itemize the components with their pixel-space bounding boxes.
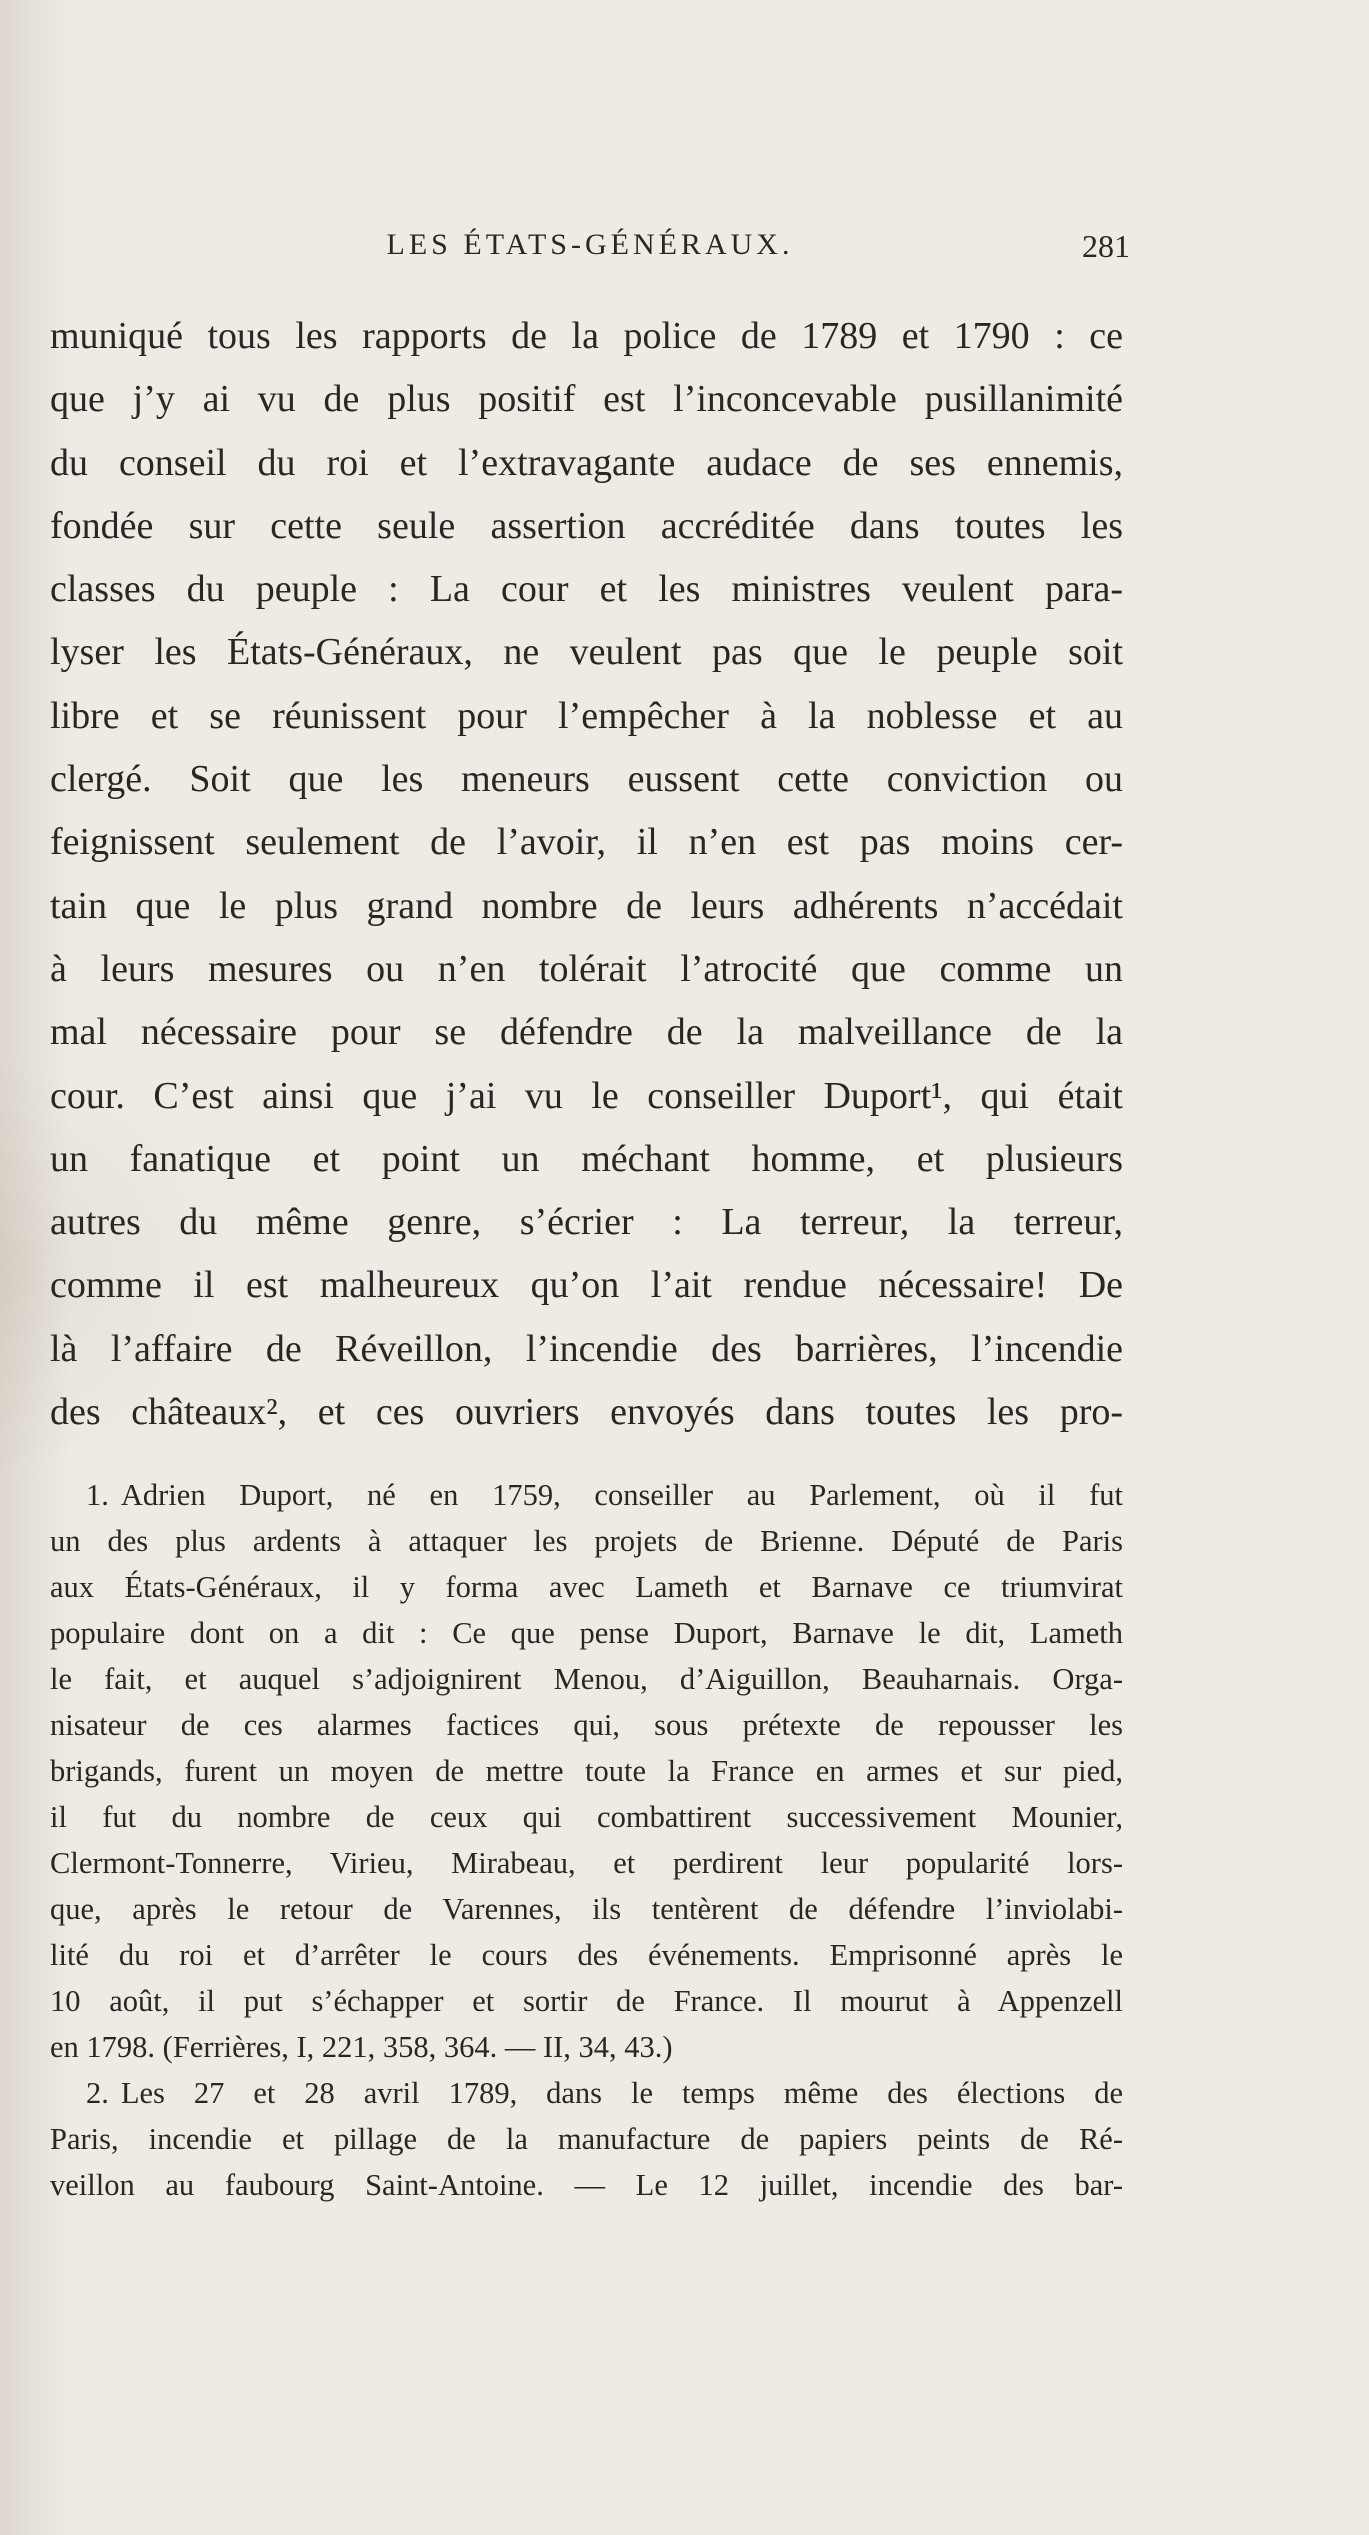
footnote-line	[50, 2070, 1123, 2116]
body-line: feignissent seulement de l’avoir, il n’en est pas moins cer-	[50, 821, 1123, 864]
chapter-title: LES ÉTATS-GÉNÉRAUX.	[386, 228, 794, 261]
footnote-text: Les 27 et 28 avril 1789, dans le temps même des élections de	[120, 2076, 1123, 2110]
body-line: cour. C’est ainsi que j’ai vu le conseiller Duport¹, qui était	[50, 1074, 1123, 1117]
body-line: mal nécessaire pour se défendre de la malveillance de la	[50, 1011, 1123, 1054]
footnote-1	[50, 1472, 1123, 2070]
body-line: un fanatique et point un méchant homme, et plusieurs	[50, 1137, 1123, 1180]
footnote-number: 1.	[86, 1478, 109, 1512]
footnote-line: Paris, incendie et pillage de la manufacture de papiers peints de Ré-	[50, 2122, 1123, 2156]
body-line: tain que le plus grand nombre de leurs adhérents n’accédait	[50, 884, 1123, 927]
footnote-line: nisateur de ces alarmes factices qui, sous prétexte de repousser les	[50, 1708, 1123, 1742]
body-line: comme il est malheureux qu’on l’ait rendue nécessaire! De	[50, 1264, 1123, 1307]
footnote-line: en 1798. (Ferrières, I, 221, 358, 364. — II, 34, 43.)	[50, 2030, 673, 2064]
footnote-line: populaire dont on a dit : Ce que pense Duport, Barnave le dit, Lameth	[50, 1616, 1123, 1650]
footnotes	[50, 1472, 1123, 2208]
footnote-line: veillon au faubourg Saint-Antoine. — Le 12 juillet, incendie des bar-	[50, 2168, 1123, 2202]
body-line: libre et se réunissent pour l’empêcher à la noblesse et au	[50, 694, 1123, 737]
footnote-2	[50, 2070, 1123, 2208]
body-line: que j’y ai vu de plus positif est l’inconcevable pusillanimité	[50, 378, 1123, 421]
body-line: fondée sur cette seule assertion accréditée dans toutes les	[50, 504, 1123, 547]
footnote-line: il fut du nombre de ceux qui combattirent successivement Mounier,	[50, 1800, 1123, 1834]
page-number: 281	[1082, 228, 1130, 264]
body-line: là l’affaire de Réveillon, l’incendie des barrières, l’incendie	[50, 1327, 1123, 1370]
footnote-line	[50, 1472, 1123, 1518]
body-line: à leurs mesures ou n’en tolérait l’atrocité que comme un	[50, 947, 1123, 990]
footnote-line: le fait, et auquel s’adjoignirent Menou, d’Aiguillon, Beauharnais. Orga-	[50, 1662, 1123, 1696]
body-line: du conseil du roi et l’extravagante audace de ses ennemis,	[50, 441, 1123, 484]
footnote-line: lité du roi et d’arrêter le cours des événements. Emprisonné après le	[50, 1938, 1123, 1972]
body-line: autres du même genre, s’écrier : La terreur, la terreur,	[50, 1201, 1123, 1244]
footnote-line: 10 août, il put s’échapper et sortir de France. Il mourut à Appenzell	[50, 1984, 1123, 2018]
running-head	[50, 228, 1130, 276]
body-line: clergé. Soit que les meneurs eussent cette conviction ou	[50, 758, 1123, 801]
body-line: classes du peuple : La cour et les ministres veulent para-	[50, 568, 1123, 611]
footnote-line: Clermont-Tonnerre, Virieu, Mirabeau, et perdirent leur popularité lors-	[50, 1846, 1123, 1880]
footnote-line: aux États-Généraux, il y forma avec Lameth et Barnave ce triumvirat	[50, 1570, 1123, 1604]
body-line: muniqué tous les rapports de la police de 1789 et 1790 : ce	[50, 315, 1123, 357]
footnote-line: brigands, furent un moyen de mettre toute la France en armes et sur pied,	[50, 1754, 1123, 1788]
body-line: lyser les États-Généraux, ne veulent pas que le peuple soit	[50, 631, 1123, 674]
footnote-number: 2.	[86, 2076, 109, 2110]
footnote-text: Adrien Duport, né en 1759, conseiller au Parlement, où il fut	[120, 1478, 1123, 1512]
body-text	[50, 305, 1123, 1444]
footnote-line: que, après le retour de Varennes, ils tentèrent de défendre l’inviolabi-	[50, 1892, 1123, 1926]
body-line: des châteaux², et ces ouvriers envoyés dans toutes les pro-	[50, 1391, 1123, 1434]
footnote-line: un des plus ardents à attaquer les projets de Brienne. Député de Paris	[50, 1524, 1123, 1558]
